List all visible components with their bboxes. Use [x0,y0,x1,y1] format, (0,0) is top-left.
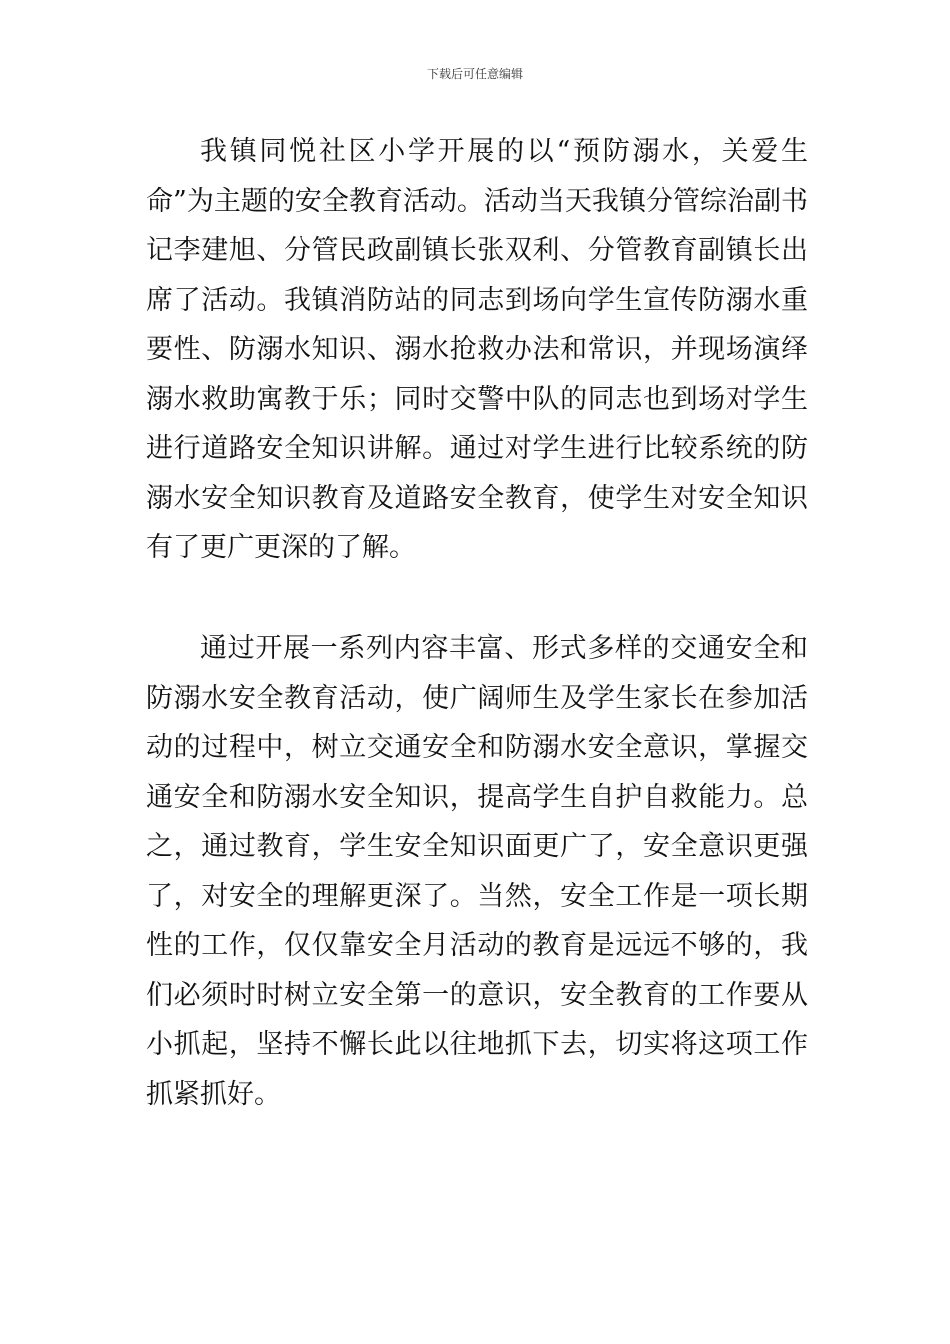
paragraph-2: 通过开展一系列内容丰富、形式多样的交通安全和防溺水安全教育活动，使广阔师生及学生家长在参加活动的过程中，树立交通安全和防溺水安全意识，掌握交通安全和防溺水安全知识，提高学生自护自救能力。总之，通过教育，学生安全知识面更广了，安全意识更强了，对安全的理解更深了。当然，安全工作是一项长期性的工作，仅仅靠安全月活动的教育是远远不够的，我们必须时时树立安全第一的意识，安全教育的工作要从小抓起，坚持不懈长此以往地抓下去，切实将这项工作抓紧抓好。 [146,633,808,1110]
page-header: 下载后可任意编辑 [426,67,523,81]
paragraph-1: 我镇同悦社区小学开展的以“预防溺水，关爱生命”为主题的安全教育活动。活动当天我镇分管综治副书记李建旭、分管民政副镇长张双利、分管教育副镇长出席了活动。我镇消防站的同志到场向学生宣传防溺水重要性、防溺水知识、溺水抢救办法和常识，并现场演绎溺水救助寓教于乐；同时交警中队的同志也到场对学生进行道路安全知识讲解。通过对学生进行比较系统的防溺水安全知识教育及道路安全教育，使学生对安全知识有了更广更深的了解。 [146,136,808,563]
